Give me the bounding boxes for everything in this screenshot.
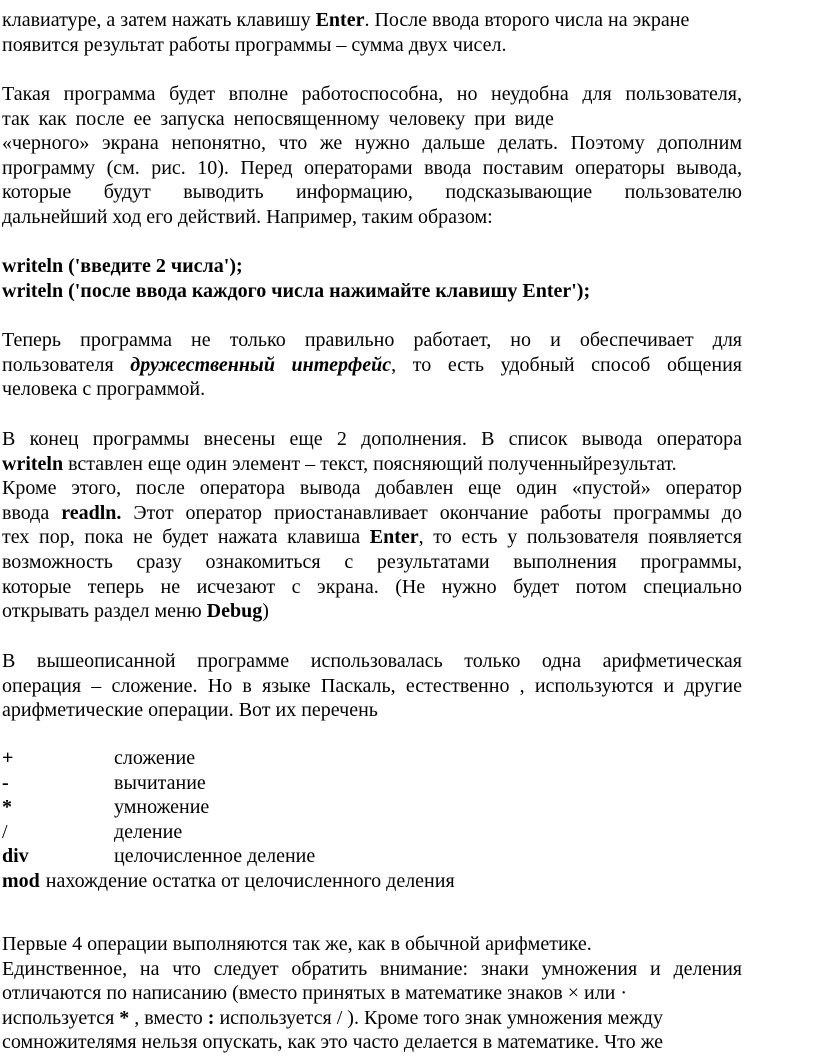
text-line: сомножителямя нельзя опускать, как это часто делается в математике. Что же bbox=[2, 1031, 663, 1054]
keyword-enter: Enter bbox=[315, 9, 365, 31]
paragraph-3 bbox=[2, 328, 742, 402]
keyword-writeln: writeln bbox=[2, 452, 64, 475]
operation-description: вычитание bbox=[114, 771, 206, 794]
operation-symbol: / bbox=[2, 820, 8, 843]
operation-symbol: div bbox=[2, 845, 29, 868]
text-line: ввода readln. Этот оператор приостанавливает окончание работы программы до bbox=[2, 501, 742, 524]
operation-row bbox=[2, 746, 742, 771]
text-line: Единственное, на что следует обратить внимание: знаки умножения и деления bbox=[2, 957, 742, 980]
text-line: появится результат работы программы – сумма двух чисел. bbox=[2, 33, 507, 56]
text-line: Теперь программа не только правильно работает, но и обеспечивает для bbox=[2, 329, 742, 351]
keyword-enter: Enter bbox=[369, 526, 419, 549]
text-line: «черного» экрана непонятно, что же нужно дальше делать. Поэтому дополним bbox=[2, 132, 742, 155]
text-line: В вышеописанной программе использовалась только одна арифметическая bbox=[2, 650, 742, 672]
paragraph-6 bbox=[2, 932, 742, 1055]
code-block bbox=[2, 254, 742, 303]
code-line: writeln ('введите 2 числа'); bbox=[2, 255, 243, 277]
operation-symbol: * bbox=[2, 796, 12, 819]
operation-symbol: mod bbox=[2, 869, 40, 892]
text-line: клавиатуре, а затем нажать клавишу Enter. После ввода второго числа на экране bbox=[2, 9, 690, 31]
text-line: тех пор, пока не будет нажата клавиша Enter, то есть у пользователя появляется bbox=[2, 526, 742, 549]
text-line: В конец программы внесены еще 2 дополнения. В список вывода оператора bbox=[2, 428, 742, 450]
text-line: операция – сложение. Но в языке Паскаль, естественно , используются и другие bbox=[2, 674, 742, 697]
paragraph-5 bbox=[2, 649, 742, 723]
text-line: дальнейший ход его действий. Например, таким образом: bbox=[2, 205, 493, 228]
operation-row bbox=[2, 820, 742, 845]
text-line: отличаются по написанию (вместо принятых в математике знаков × или · bbox=[2, 982, 628, 1005]
operation-symbol: - bbox=[2, 771, 9, 794]
operation-row bbox=[2, 869, 742, 894]
text-line: возможность сразу ознакомиться с результатами выполнения программы, bbox=[2, 550, 742, 573]
operation-row bbox=[2, 795, 742, 820]
text-line: writeln вставлен еще один элемент – текст, поясняющий полученныйрезультат. bbox=[2, 452, 677, 475]
operation-row bbox=[2, 844, 742, 869]
keyword-debug: Debug bbox=[206, 600, 263, 623]
text-line: так как после ее запуска непосвященному человеку при виде bbox=[2, 107, 554, 130]
paragraph-1 bbox=[2, 8, 742, 57]
operation-symbol: + bbox=[2, 747, 14, 769]
operation-description: нахождение остатка от целочисленного деления bbox=[45, 869, 455, 892]
operation-row bbox=[2, 771, 742, 796]
text-line: арифметические операции. Вот их перечень bbox=[2, 699, 378, 722]
operation-description: умножение bbox=[114, 796, 210, 819]
text-line: человека с программой. bbox=[2, 378, 206, 401]
operations-list bbox=[2, 746, 742, 894]
paragraph-2 bbox=[2, 82, 742, 230]
text-line: Первые 4 операции выполняются так же, как в обычной арифметике. bbox=[2, 933, 592, 955]
text-line: которые будут выводить информацию, подсказывающие пользователю bbox=[2, 181, 742, 204]
text-line: которые теперь не исчезают с экрана. (Не нужно будет потом специально bbox=[2, 575, 742, 598]
operation-description: целочисленное деление bbox=[114, 845, 316, 868]
text-line: Такая программа будет вполне работоспособна, но неудобна для пользователя, bbox=[2, 83, 742, 105]
operation-description: деление bbox=[114, 820, 183, 843]
text-line: используется * , вместо : используется / ). Кроме того знак умножения между bbox=[2, 1006, 663, 1029]
operation-description: сложение bbox=[114, 747, 196, 769]
text-line: пользователя дружественный интерфейс, то есть удобный способ общения bbox=[2, 353, 742, 376]
paragraph-4 bbox=[2, 427, 742, 624]
text-line: Кроме этого, после оператора вывода добавлен еще один «пустой» оператор bbox=[2, 477, 742, 500]
text-line: открывать раздел меню Debug) bbox=[2, 600, 269, 623]
text-line: программу (см. рис. 10). Перед операторами ввода поставим операторы вывода, bbox=[2, 156, 742, 179]
code-line: writeln ('после ввода каждого числа нажимайте клавишу Enter'); bbox=[2, 279, 591, 302]
term-friendly-interface: дружественный интерфейс bbox=[130, 353, 392, 376]
keyword-readln: readln. bbox=[61, 501, 122, 524]
